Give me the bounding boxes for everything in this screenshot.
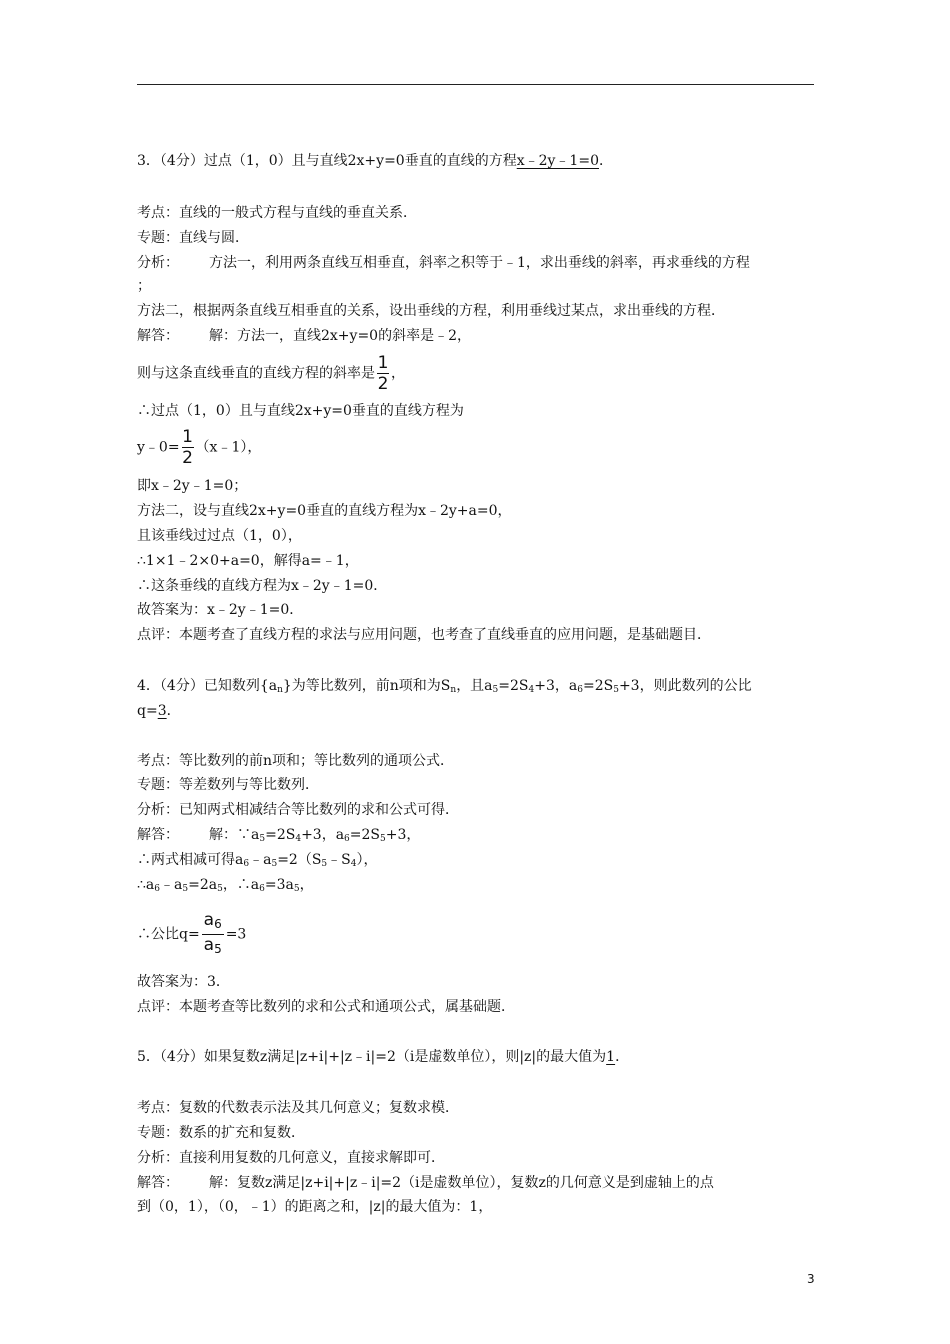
header-rule	[137, 84, 814, 85]
q4-kaodian: 考点：等比数列的前n项和；等比数列的通项公式．	[137, 753, 455, 769]
q4-jieda-line2: ∴两式相减可得$a_6﹣a_5=2(S_5﹣S_4)$，	[137, 852, 378, 869]
fraction-one-half: $\frac{1}{2}$	[377, 353, 389, 394]
q3-jieda-line3: ∴过点（1，0）且与直线2x+y=0垂直的直线方程为	[137, 403, 464, 419]
q3-fenxi-method2: 方法二，根据两条直线互相垂直的关系，设出垂线的方程，利用垂线过某点，求出垂线的方程．	[137, 303, 725, 319]
q5-kaodian: 考点：复数的代数表示法及其几何意义；复数求模．	[137, 1100, 459, 1116]
q3-gudaan: 故答案为：x﹣2y﹣1=0．	[137, 602, 304, 618]
fraction-a6-over-a5: $\frac{a_6}{a_5}$	[203, 910, 222, 956]
q4-answer: 3	[157, 703, 167, 719]
q4-title: 4．（4分）已知数列$\{a_n\}$为等比数列，前n项和为$S_n$，且$a_5=2S_4+3$，$a_6=2S_5+3$，则此数列的公比	[137, 678, 752, 695]
q4-jieda-line4: ∴公比q= $\frac{a_6}{a_5}$ =3	[137, 910, 246, 959]
q4-zhuanti: 专题：等差数列与等比数列．	[137, 777, 319, 793]
q3-jieda-line7: 且该垂线过过点（1，0），	[137, 528, 302, 544]
q3-jieda: 解答： 解：方法一，直线2x+y=0的斜率是﹣2，	[137, 328, 471, 344]
q5-fenxi: 分析：直接利用复数的几何意义，直接求解即可．	[137, 1150, 445, 1166]
q3-jieda-line6: 方法二，设与直线2x+y=0垂直的直线方程为x﹣2y+a=0，	[137, 503, 512, 519]
q3-jieda-line9: ∴这条垂线的直线方程为x﹣2y﹣1=0．	[137, 578, 388, 594]
q5-jieda-line2: 到（0，1），（0，﹣1）的距离之和，|z|的最大值为：1，	[137, 1199, 493, 1215]
q3-fenxi: 分析： 方法一，利用两条直线互相垂直，斜率之积等于﹣1，求出垂线的斜率，再求垂线的方程	[137, 255, 750, 271]
q5-jieda: 解答： 解：复数z满足|z+i|+|z﹣i|=2（i是虚数单位），复数z的几何意义是到虚轴上的点	[137, 1175, 714, 1191]
q3-jieda-line8: ∴1×1﹣2×0+a=0，解得a=﹣1，	[137, 553, 359, 569]
q3-answer: x﹣2y﹣1=0	[516, 153, 599, 169]
q3-jieda-line4: y﹣0= $\frac{1}{2}$ （x﹣1），	[137, 427, 262, 468]
q5-answer: 1	[606, 1049, 616, 1065]
q3-jieda-line5: 即x﹣2y﹣1=0；	[137, 478, 248, 494]
fraction-one-half-2: $\frac{1}{2}$	[182, 427, 193, 468]
q4-jieda: 解答： 解：$\because a_5=2S_4+3$，$a_6=2S_5+3$，	[137, 827, 421, 844]
q4-dianping: 点评：本题考查等比数列的求和公式和通项公式，属基础题．	[137, 999, 515, 1015]
q3-zhuanti: 专题：直线与圆．	[137, 230, 249, 246]
q3-kaodian: 考点：直线的一般式方程与直线的垂直关系．	[137, 205, 417, 221]
q3-title: 3．（4分）过点（1，0）且与直线2x+y=0垂直的直线的方程x﹣2y﹣1=0．	[137, 153, 613, 169]
page-number: 3	[807, 1272, 815, 1286]
q4-title-cont: q=3．	[137, 703, 181, 719]
q4-gudaan: 故答案为：3．	[137, 974, 230, 990]
q3-dianping: 点评：本题考查了直线方程的求法与应用问题，也考查了直线垂直的应用问题，是基础题目．	[137, 627, 711, 643]
q4-fenxi: 分析：已知两式相减结合等比数列的求和公式可得．	[137, 802, 459, 818]
q5-zhuanti: 专题：数系的扩充和复数．	[137, 1125, 305, 1141]
q3-jieda-slope: 则与这条直线垂直的直线方程的斜率是 $\frac{1}{2}$ ，	[137, 353, 405, 394]
q4-jieda-line3: $\therefore a_6﹣a_5=2a_5$，$\therefore a_6=3a_5$，	[137, 877, 314, 894]
q5-title: 5．（4分）如果复数z满足|z+i|+|z﹣i|=2（i是虚数单位），则|z|的最大值为1．	[137, 1049, 630, 1065]
q3-fenxi-cont: ；	[137, 278, 151, 294]
